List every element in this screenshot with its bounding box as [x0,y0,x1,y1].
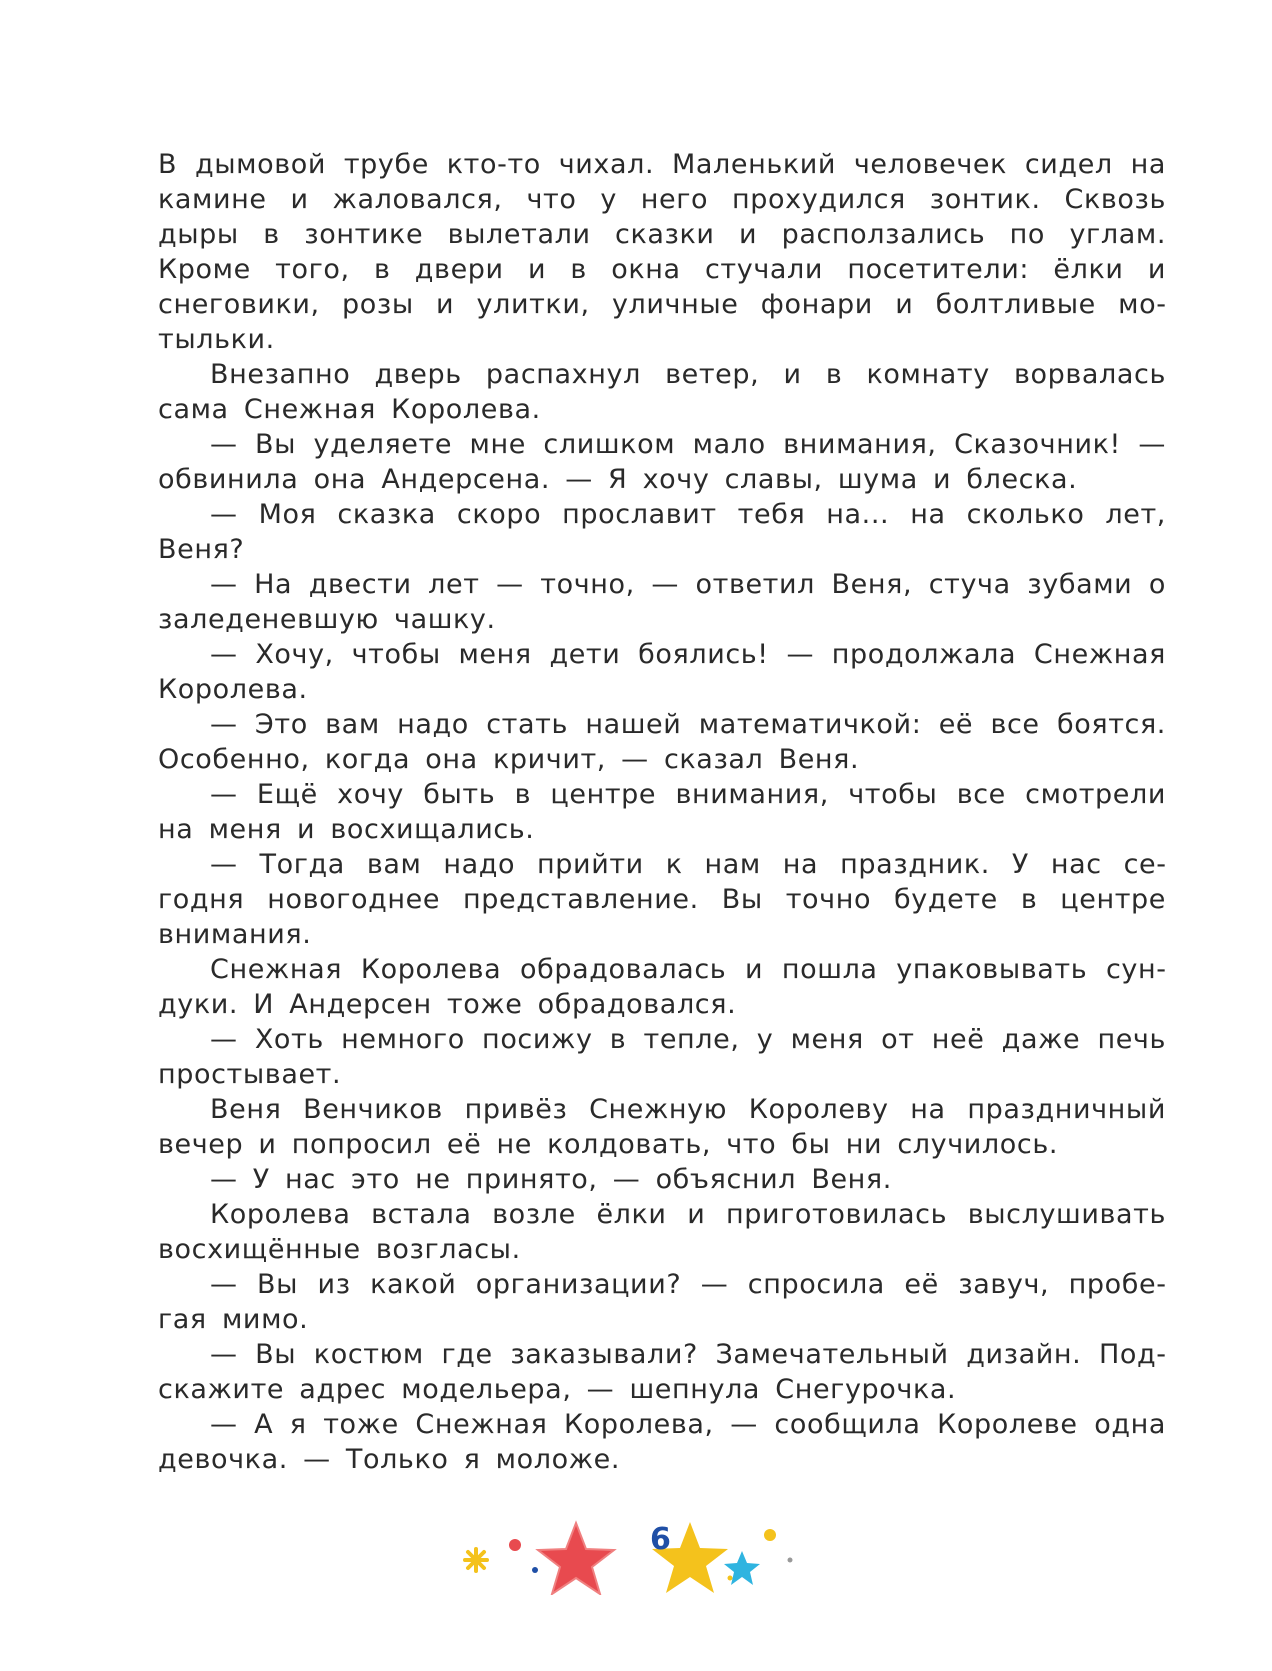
paragraph: В дымовой трубе кто-то чихал. Маленький человечек сидел на камине и жаловался, что у него прохудился зонтик. Сквозь дыры в зонтике вылетали сказки и расползались по углам. Кроме того, в двери и в окна стучали посетители: ёлки и снеговики, розы и улитки, уличные фонари и болтливые мотыльки. [158,149,1166,355]
red-dot-icon [509,1539,521,1551]
dialogue-line: — Это вам надо стать нашей математичкой: её все боятся. Особенно, когда она кричит, — сказал Веня. [158,709,1166,775]
red-star-icon [538,1523,614,1594]
paragraph: Веня Венчиков привёз Снежную Королеву на праздничный вечер и попросил её не колдовать, что бы ни случилось. [158,1094,1166,1160]
yellow-dot-icon [764,1529,776,1541]
dialogue-line: — Вы костюм где заказывали? Замечательный дизайн. Подскажите адрес модельера, — шепнула Снегурочка. [158,1339,1166,1405]
dialogue-line: — Вы уделяете мне слишком мало внимания, Сказочник! — обвинила она Андерсена. — Я хочу славы, шума и блеска. [158,429,1166,495]
yellow-sparkle-icon [465,1549,487,1571]
dialogue-line: — Ещё хочу быть в центре внимания, чтобы все смотрели на меня и восхищались. [158,779,1166,845]
yellow-dot-icon [728,1576,733,1581]
paragraph: Королева встала возле ёлки и приготовилась выслушивать восхищённые возгласы. [158,1199,1166,1265]
dialogue-line: — Тогда вам надо прийти к нам на праздник. У нас сегодня новогоднее представление. Вы точно будете в центре внимания. [158,849,1166,950]
dialogue-line: — Хоть немного посижу в тепле, у меня от неё даже печь простывает. [158,1024,1166,1090]
dialogue-line: — Хочу, чтобы меня дети боялись! — продолжала Снежная Королева. [158,639,1166,705]
dialogue-line: — Вы из какой организации? — спросила её завуч, пробегая мимо. [158,1269,1166,1335]
story-text [158,147,1166,1477]
blue-dot-icon [532,1567,538,1573]
paragraph: Внезапно дверь распахнул ветер, и в комнату ворвалась сама Снежная Королева. [158,359,1166,425]
paragraph: Снежная Королева обрадовалась и пошла упаковывать сундуки. И Андерсен тоже обрадовался. [158,954,1166,1020]
gray-dot-icon [788,1558,793,1563]
dialogue-line: — Моя сказка скоро прославит тебя на... на сколько лет, Веня? [158,499,1166,565]
dialogue-line: — А я тоже Снежная Королева, — сообщила Королеве одна девочка. — Только я моложе. [158,1409,1166,1475]
dialogue-line: — У нас это не принято, — объяснил Веня. [210,1164,892,1195]
dialogue-line: — На двести лет — точно, — ответил Веня, стуча зубами о заледеневшую чашку. [158,569,1166,635]
page-number: 6 [650,1522,671,1557]
